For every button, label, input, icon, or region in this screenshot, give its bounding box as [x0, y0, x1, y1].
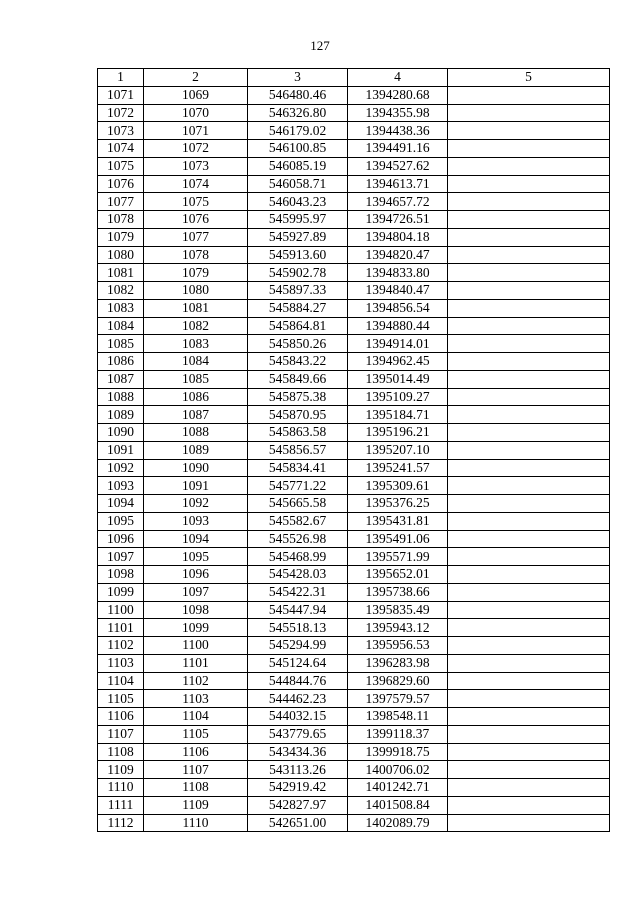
table-cell-col-4: 1394962.45 — [348, 353, 448, 371]
table-cell-col-5 — [448, 246, 610, 264]
table-cell-col-4: 1394840.47 — [348, 282, 448, 300]
column-header-2: 2 — [144, 69, 248, 87]
table-cell-col-1: 1078 — [98, 211, 144, 229]
table-cell-col-4: 1394856.54 — [348, 299, 448, 317]
table-cell-col-5 — [448, 228, 610, 246]
table-cell-col-5 — [448, 761, 610, 779]
table-header — [98, 69, 610, 87]
table-row — [98, 725, 610, 743]
table-cell-col-5 — [448, 601, 610, 619]
table-cell-col-2: 1095 — [144, 548, 248, 566]
table-cell-col-5 — [448, 672, 610, 690]
table-cell-col-4: 1394726.51 — [348, 211, 448, 229]
column-header-5: 5 — [448, 69, 610, 87]
table-cell-col-4: 1395184.71 — [348, 406, 448, 424]
table-cell-col-3: 545913.60 — [248, 246, 348, 264]
table-cell-col-2: 1078 — [144, 246, 248, 264]
table-cell-col-5 — [448, 654, 610, 672]
coordinates-table — [97, 68, 610, 832]
table-cell-col-2: 1077 — [144, 228, 248, 246]
table-cell-col-1: 1093 — [98, 477, 144, 495]
table-row — [98, 637, 610, 655]
table-cell-col-2: 1076 — [144, 211, 248, 229]
table-cell-col-3: 545863.58 — [248, 424, 348, 442]
table-cell-col-5 — [448, 424, 610, 442]
table-cell-col-4: 1395431.81 — [348, 512, 448, 530]
table-cell-col-1: 1100 — [98, 601, 144, 619]
table-cell-col-4: 1395014.49 — [348, 370, 448, 388]
table-row — [98, 583, 610, 601]
table-cell-col-3: 545870.95 — [248, 406, 348, 424]
table-cell-col-2: 1083 — [144, 335, 248, 353]
table-cell-col-5 — [448, 459, 610, 477]
table-row — [98, 424, 610, 442]
table-row — [98, 619, 610, 637]
table-cell-col-2: 1098 — [144, 601, 248, 619]
table-row — [98, 796, 610, 814]
table-cell-col-3: 545518.13 — [248, 619, 348, 637]
table-cell-col-4: 1395207.10 — [348, 441, 448, 459]
table-cell-col-2: 1074 — [144, 175, 248, 193]
table-cell-col-5 — [448, 441, 610, 459]
table-cell-col-3: 546179.02 — [248, 122, 348, 140]
page-number: 127 — [310, 38, 330, 53]
table-cell-col-2: 1102 — [144, 672, 248, 690]
table-cell-col-4: 1395491.06 — [348, 530, 448, 548]
table-cell-col-3: 545902.78 — [248, 264, 348, 282]
table-row — [98, 477, 610, 495]
table-cell-col-3: 542651.00 — [248, 814, 348, 832]
column-header-4: 4 — [348, 69, 448, 87]
table-cell-col-2: 1084 — [144, 353, 248, 371]
table-cell-col-3: 546326.80 — [248, 104, 348, 122]
table-cell-col-5 — [448, 566, 610, 584]
table-cell-col-2: 1082 — [144, 317, 248, 335]
table-cell-col-3: 545995.97 — [248, 211, 348, 229]
table-row — [98, 814, 610, 832]
table-cell-col-3: 545124.64 — [248, 654, 348, 672]
table-cell-col-5 — [448, 175, 610, 193]
table-cell-col-3: 545422.31 — [248, 583, 348, 601]
table-cell-col-3: 543434.36 — [248, 743, 348, 761]
table-cell-col-1: 1112 — [98, 814, 144, 832]
table-cell-col-1: 1096 — [98, 530, 144, 548]
table-cell-col-5 — [448, 512, 610, 530]
table-cell-col-2: 1085 — [144, 370, 248, 388]
table-cell-col-5 — [448, 814, 610, 832]
table-cell-col-2: 1075 — [144, 193, 248, 211]
table-row — [98, 193, 610, 211]
table-cell-col-2: 1069 — [144, 86, 248, 104]
table-cell-col-5 — [448, 264, 610, 282]
table-cell-col-4: 1395196.21 — [348, 424, 448, 442]
table-cell-col-2: 1100 — [144, 637, 248, 655]
table-cell-col-5 — [448, 477, 610, 495]
table-cell-col-2: 1105 — [144, 725, 248, 743]
table-cell-col-4: 1400706.02 — [348, 761, 448, 779]
table-cell-col-2: 1103 — [144, 690, 248, 708]
table-cell-col-1: 1082 — [98, 282, 144, 300]
table-cell-col-5 — [448, 353, 610, 371]
table-row — [98, 566, 610, 584]
table-cell-col-3: 545294.99 — [248, 637, 348, 655]
table-cell-col-4: 1394657.72 — [348, 193, 448, 211]
table-cell-col-4: 1396829.60 — [348, 672, 448, 690]
table-cell-col-5 — [448, 335, 610, 353]
table-cell-col-1: 1094 — [98, 495, 144, 513]
column-header-1: 1 — [98, 69, 144, 87]
table-cell-col-3: 546480.46 — [248, 86, 348, 104]
table-row — [98, 761, 610, 779]
table-cell-col-1: 1103 — [98, 654, 144, 672]
table-cell-col-1: 1105 — [98, 690, 144, 708]
table-row — [98, 264, 610, 282]
table-cell-col-3: 543779.65 — [248, 725, 348, 743]
table-cell-col-3: 545771.22 — [248, 477, 348, 495]
table-row — [98, 654, 610, 672]
table-cell-col-1: 1083 — [98, 299, 144, 317]
table-cell-col-1: 1085 — [98, 335, 144, 353]
table-cell-col-5 — [448, 637, 610, 655]
header-row — [98, 69, 610, 87]
table-row — [98, 601, 610, 619]
table-cell-col-2: 1110 — [144, 814, 248, 832]
table-cell-col-4: 1394491.16 — [348, 140, 448, 158]
table-row — [98, 140, 610, 158]
table-cell-col-1: 1091 — [98, 441, 144, 459]
table-cell-col-5 — [448, 282, 610, 300]
table-cell-col-3: 544462.23 — [248, 690, 348, 708]
table-cell-col-1: 1084 — [98, 317, 144, 335]
table-cell-col-1: 1092 — [98, 459, 144, 477]
table-cell-col-3: 543113.26 — [248, 761, 348, 779]
table-cell-col-4: 1401508.84 — [348, 796, 448, 814]
table-cell-col-2: 1106 — [144, 743, 248, 761]
table-row — [98, 388, 610, 406]
table-cell-col-4: 1396283.98 — [348, 654, 448, 672]
table-row — [98, 122, 610, 140]
table-cell-col-5 — [448, 388, 610, 406]
table-row — [98, 743, 610, 761]
table-cell-col-1: 1073 — [98, 122, 144, 140]
table-cell-col-3: 545864.81 — [248, 317, 348, 335]
table-row — [98, 459, 610, 477]
table-cell-col-2: 1093 — [144, 512, 248, 530]
table-cell-col-1: 1086 — [98, 353, 144, 371]
table-cell-col-5 — [448, 495, 610, 513]
table-row — [98, 779, 610, 797]
table-cell-col-4: 1402089.79 — [348, 814, 448, 832]
table-cell-col-3: 545526.98 — [248, 530, 348, 548]
table-cell-col-2: 1099 — [144, 619, 248, 637]
table-row — [98, 211, 610, 229]
table-cell-col-3: 545468.99 — [248, 548, 348, 566]
table-row — [98, 530, 610, 548]
table-cell-col-4: 1397579.57 — [348, 690, 448, 708]
table-cell-col-2: 1107 — [144, 761, 248, 779]
table-cell-col-1: 1071 — [98, 86, 144, 104]
table-cell-col-3: 545665.58 — [248, 495, 348, 513]
table-cell-col-2: 1091 — [144, 477, 248, 495]
table-cell-col-3: 542827.97 — [248, 796, 348, 814]
table-cell-col-2: 1094 — [144, 530, 248, 548]
table-cell-col-1: 1088 — [98, 388, 144, 406]
table-cell-col-2: 1087 — [144, 406, 248, 424]
table-cell-col-1: 1107 — [98, 725, 144, 743]
table-cell-col-5 — [448, 583, 610, 601]
table-cell-col-2: 1073 — [144, 157, 248, 175]
table-cell-col-4: 1395309.61 — [348, 477, 448, 495]
table-row — [98, 104, 610, 122]
table-cell-col-3: 545582.67 — [248, 512, 348, 530]
table-cell-col-2: 1109 — [144, 796, 248, 814]
table-body — [98, 86, 610, 832]
column-header-3: 3 — [248, 69, 348, 87]
table-cell-col-2: 1072 — [144, 140, 248, 158]
table-cell-col-2: 1086 — [144, 388, 248, 406]
table-cell-col-3: 545849.66 — [248, 370, 348, 388]
table-cell-col-3: 546085.19 — [248, 157, 348, 175]
table-cell-col-5 — [448, 193, 610, 211]
table-cell-col-4: 1394833.80 — [348, 264, 448, 282]
table-cell-col-4: 1394280.68 — [348, 86, 448, 104]
table-cell-col-1: 1072 — [98, 104, 144, 122]
table-row — [98, 441, 610, 459]
table-cell-col-5 — [448, 796, 610, 814]
table-row — [98, 175, 610, 193]
table-row — [98, 353, 610, 371]
table-cell-col-1: 1089 — [98, 406, 144, 424]
table-row — [98, 335, 610, 353]
table-cell-col-1: 1098 — [98, 566, 144, 584]
table-cell-col-3: 545897.33 — [248, 282, 348, 300]
table-cell-col-1: 1099 — [98, 583, 144, 601]
table-cell-col-3: 545856.57 — [248, 441, 348, 459]
table-cell-col-3: 545927.89 — [248, 228, 348, 246]
table-cell-col-5 — [448, 140, 610, 158]
table-cell-col-5 — [448, 619, 610, 637]
table-cell-col-3: 545875.38 — [248, 388, 348, 406]
table-cell-col-4: 1395571.99 — [348, 548, 448, 566]
table-cell-col-4: 1394914.01 — [348, 335, 448, 353]
table-cell-col-1: 1080 — [98, 246, 144, 264]
table-row — [98, 299, 610, 317]
table-cell-col-3: 545850.26 — [248, 335, 348, 353]
table-cell-col-5 — [448, 548, 610, 566]
table-row — [98, 157, 610, 175]
table-cell-col-4: 1395835.49 — [348, 601, 448, 619]
table-cell-col-1: 1104 — [98, 672, 144, 690]
table-cell-col-3: 544032.15 — [248, 708, 348, 726]
table-cell-col-4: 1395738.66 — [348, 583, 448, 601]
table-cell-col-3: 546100.85 — [248, 140, 348, 158]
table-cell-col-1: 1101 — [98, 619, 144, 637]
table-cell-col-2: 1104 — [144, 708, 248, 726]
table-cell-col-5 — [448, 530, 610, 548]
table-cell-col-2: 1089 — [144, 441, 248, 459]
table-row — [98, 548, 610, 566]
table-cell-col-4: 1394438.36 — [348, 122, 448, 140]
table-cell-col-3: 546058.71 — [248, 175, 348, 193]
table-cell-col-5 — [448, 370, 610, 388]
table-cell-col-1: 1095 — [98, 512, 144, 530]
table-cell-col-4: 1394613.71 — [348, 175, 448, 193]
table-cell-col-5 — [448, 725, 610, 743]
table-cell-col-5 — [448, 690, 610, 708]
table-cell-col-4: 1395652.01 — [348, 566, 448, 584]
table-cell-col-5 — [448, 299, 610, 317]
table-cell-col-5 — [448, 86, 610, 104]
table-cell-col-2: 1092 — [144, 495, 248, 513]
table-cell-col-1: 1111 — [98, 796, 144, 814]
table-cell-col-3: 545447.94 — [248, 601, 348, 619]
table-cell-col-5 — [448, 157, 610, 175]
table-cell-col-2: 1090 — [144, 459, 248, 477]
table-cell-col-4: 1398548.11 — [348, 708, 448, 726]
table-cell-col-4: 1395241.57 — [348, 459, 448, 477]
table-row — [98, 86, 610, 104]
table-cell-col-5 — [448, 104, 610, 122]
table-cell-col-1: 1081 — [98, 264, 144, 282]
table-row — [98, 672, 610, 690]
table-cell-col-4: 1395943.12 — [348, 619, 448, 637]
table-cell-col-1: 1097 — [98, 548, 144, 566]
table-cell-col-2: 1101 — [144, 654, 248, 672]
table-row — [98, 228, 610, 246]
table-cell-col-4: 1401242.71 — [348, 779, 448, 797]
table-cell-col-1: 1079 — [98, 228, 144, 246]
table-cell-col-1: 1106 — [98, 708, 144, 726]
table-cell-col-2: 1070 — [144, 104, 248, 122]
table-cell-col-2: 1097 — [144, 583, 248, 601]
table-cell-col-2: 1080 — [144, 282, 248, 300]
table-row — [98, 708, 610, 726]
table-cell-col-1: 1110 — [98, 779, 144, 797]
table-cell-col-3: 545884.27 — [248, 299, 348, 317]
table-row — [98, 406, 610, 424]
table-cell-col-5 — [448, 779, 610, 797]
table-cell-col-1: 1109 — [98, 761, 144, 779]
table-row — [98, 282, 610, 300]
table-cell-col-1: 1074 — [98, 140, 144, 158]
table-cell-col-4: 1394527.62 — [348, 157, 448, 175]
table-cell-col-4: 1395109.27 — [348, 388, 448, 406]
table-cell-col-2: 1096 — [144, 566, 248, 584]
table-cell-col-4: 1394804.18 — [348, 228, 448, 246]
table-row — [98, 690, 610, 708]
table-cell-col-5 — [448, 406, 610, 424]
table-row — [98, 495, 610, 513]
table-cell-col-1: 1090 — [98, 424, 144, 442]
table-cell-col-4: 1399118.37 — [348, 725, 448, 743]
table-cell-col-1: 1077 — [98, 193, 144, 211]
table-row — [98, 317, 610, 335]
table-cell-col-5 — [448, 122, 610, 140]
table-cell-col-5 — [448, 211, 610, 229]
table-cell-col-3: 545834.41 — [248, 459, 348, 477]
table-cell-col-4: 1394880.44 — [348, 317, 448, 335]
table-cell-col-3: 546043.23 — [248, 193, 348, 211]
table-cell-col-4: 1395376.25 — [348, 495, 448, 513]
table-cell-col-3: 545843.22 — [248, 353, 348, 371]
table-row — [98, 246, 610, 264]
table-cell-col-2: 1079 — [144, 264, 248, 282]
table-cell-col-1: 1075 — [98, 157, 144, 175]
table-cell-col-1: 1076 — [98, 175, 144, 193]
table-cell-col-1: 1108 — [98, 743, 144, 761]
table-cell-col-3: 544844.76 — [248, 672, 348, 690]
table-cell-col-3: 545428.03 — [248, 566, 348, 584]
table-cell-col-5 — [448, 317, 610, 335]
table-row — [98, 512, 610, 530]
table-cell-col-4: 1395956.53 — [348, 637, 448, 655]
table-cell-col-2: 1071 — [144, 122, 248, 140]
table-row — [98, 370, 610, 388]
table-cell-col-1: 1102 — [98, 637, 144, 655]
table-cell-col-5 — [448, 708, 610, 726]
table-cell-col-2: 1088 — [144, 424, 248, 442]
table-cell-col-4: 1394355.98 — [348, 104, 448, 122]
table-cell-col-5 — [448, 743, 610, 761]
table-cell-col-1: 1087 — [98, 370, 144, 388]
table-cell-col-2: 1081 — [144, 299, 248, 317]
table-cell-col-4: 1399918.75 — [348, 743, 448, 761]
table-cell-col-4: 1394820.47 — [348, 246, 448, 264]
table-cell-col-3: 542919.42 — [248, 779, 348, 797]
table-cell-col-2: 1108 — [144, 779, 248, 797]
